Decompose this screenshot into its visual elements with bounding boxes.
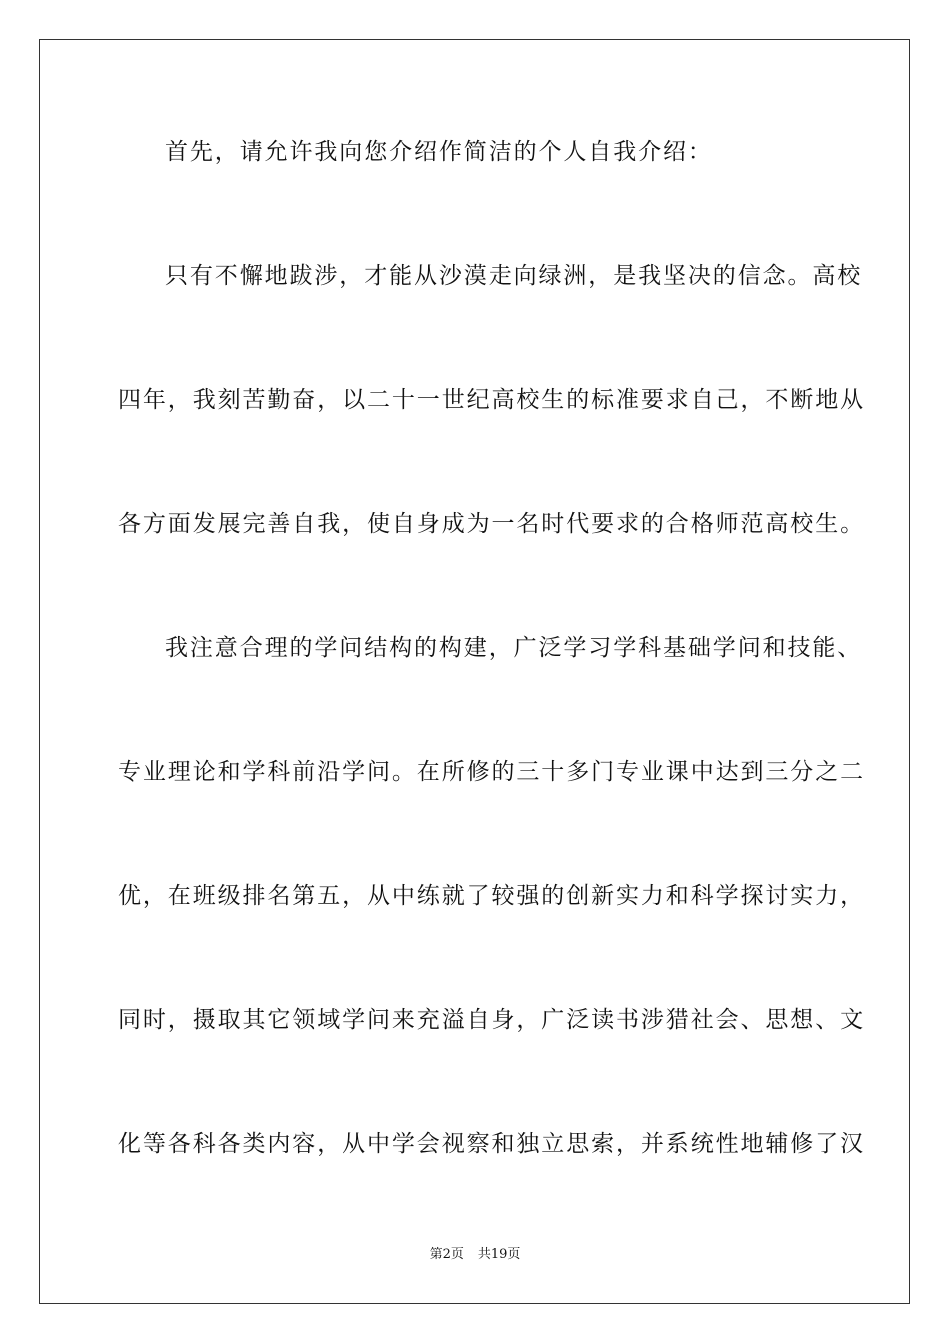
- paragraph-line-3: 四年，我刻苦勤奋，以二十一世纪高校生的标准要求自己，不断地从: [118, 387, 865, 413]
- paragraph-line-4: 各方面发展完善自我，使自身成为一名时代要求的合格师范高校生。: [118, 511, 865, 537]
- paragraph-line-8: 同时，摄取其它领域学问来充溢自身，广泛读书涉猎社会、思想、文: [118, 1007, 865, 1033]
- page-footer: [0, 1246, 950, 1264]
- paragraph-line-7: 优，在班级排名第五，从中练就了较强的创新实力和科学探讨实力，: [118, 883, 865, 909]
- total-pages: 共19页: [477, 1247, 521, 1262]
- paragraph-line-1: 首先，请允许我向您介绍作简洁的个人自我介绍：: [165, 139, 713, 165]
- paragraph-line-6: 专业理论和学科前沿学问。在所修的三十多门专业课中达到三分之二: [118, 759, 865, 785]
- paragraph-line-2: 只有不懈地跋涉，才能从沙漠走向绿洲，是我坚决的信念。高校: [165, 263, 863, 289]
- page-number: 第2页: [429, 1247, 464, 1262]
- paragraph-line-9: 化等各科各类内容，从中学会视察和独立思索，并系统性地辅修了汉: [118, 1131, 865, 1157]
- paragraph-line-5: 我注意合理的学问结构的构建，广泛学习学科基础学问和技能、: [165, 635, 863, 661]
- page-border: [39, 39, 910, 1304]
